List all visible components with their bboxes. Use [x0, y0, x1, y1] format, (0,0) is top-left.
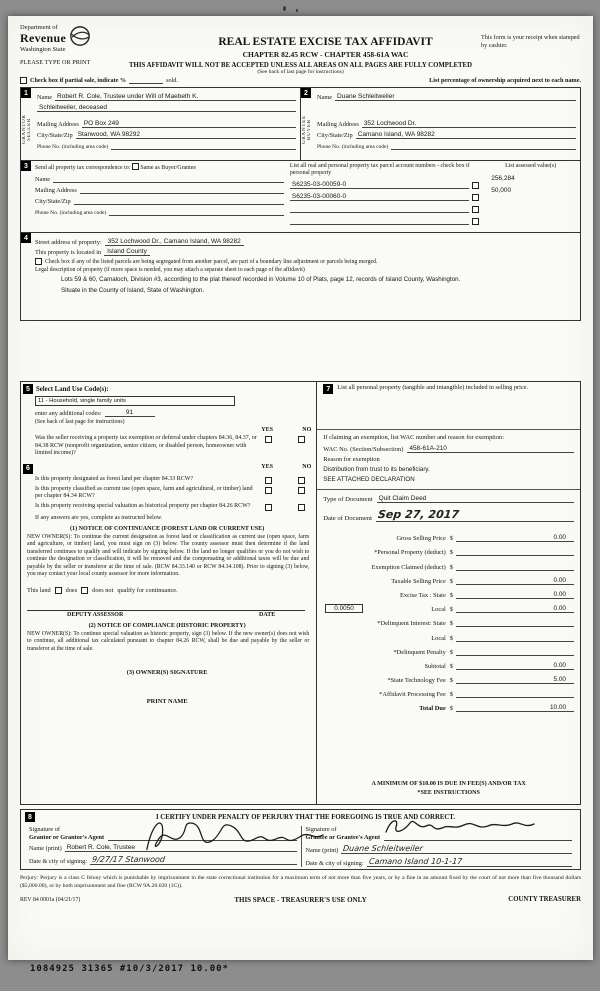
located-in-field[interactable]: Island County: [104, 248, 150, 256]
land-use-section: [23, 384, 311, 394]
dollar-sign: $: [449, 591, 453, 599]
historic-no-checkbox[interactable]: [298, 504, 305, 511]
buyer-csz-field[interactable]: Camano Island, WA 98282: [356, 131, 576, 139]
fees-table: [323, 528, 574, 712]
send-correspondence-label: Send all property tax correspondence to:: [35, 165, 131, 171]
grantee-signature-block: [301, 826, 577, 867]
section-2-number: 2: [301, 88, 311, 98]
dollar-sign: $: [449, 648, 453, 656]
personal-property-field[interactable]: [317, 394, 580, 430]
dollar-sign: $: [449, 606, 453, 614]
fee-label: Local: [431, 634, 446, 642]
legal-situate-text[interactable]: Situate in the County of Island, State of Washington.: [61, 286, 205, 294]
fee-label: *Affidavit Processing Fee: [379, 691, 446, 699]
no-header: NO: [302, 427, 312, 433]
dollar-sign: $: [449, 549, 453, 557]
form-title: REAL ESTATE EXCISE TAX AFFIDAVIT: [218, 36, 433, 48]
fee-label: Taxable Selling Price: [391, 577, 446, 585]
tax-correspondence-section: [20, 161, 581, 233]
grantee-date-city-field[interactable]: Camano Island 10-1-17: [367, 857, 572, 867]
fee-value[interactable]: 0.00: [456, 591, 574, 599]
same-as-buyer-label: Same as Buyer/Grantee: [140, 165, 196, 171]
corr-phone-field[interactable]: [109, 208, 284, 216]
deferral-yes-checkbox[interactable]: [265, 436, 272, 443]
fee-value[interactable]: [456, 548, 574, 556]
chapter-line: CHAPTER 82.45 RCW - CHAPTER 458-61A WAC: [242, 50, 409, 59]
fee-value[interactable]: 0.00: [456, 577, 574, 585]
dollar-sign: $: [449, 620, 453, 628]
partial-sale-label: Check box if partial sale, indicate %: [30, 77, 127, 84]
segregated-label: Check box if any of the listed parcels are being segregated from another parcel, are part of a boundary line adjustment or parcels being merged.: [45, 259, 378, 265]
fee-value[interactable]: [456, 619, 574, 627]
dollar-sign: $: [449, 577, 453, 585]
corr-csz-field[interactable]: [74, 197, 284, 205]
fee-label: *Personal Property (deduct): [374, 549, 446, 557]
dollar-sign: $: [449, 634, 453, 642]
seller-side-label: GRANTOR SELLER: [22, 114, 32, 145]
dollar-sign: $: [449, 677, 453, 685]
current-use-question: Is this property classified as current use (open space, farm and agricultural, or timber) land per chapter 84.34 RCW?: [35, 485, 253, 499]
deputy-assessor-line[interactable]: [27, 610, 305, 618]
parcel-row: [290, 193, 479, 201]
parcel-number-field[interactable]: S6235-03-00059-0: [290, 181, 469, 189]
deputy-assessor-label: DEPUTY ASSESSOR: [67, 611, 124, 618]
seller-csz-label: City/State/Zip: [37, 132, 73, 139]
fee-value[interactable]: [456, 563, 574, 571]
fee-value[interactable]: 0.00: [456, 534, 574, 542]
seller-section: [20, 87, 301, 161]
deferral-question: Was the seller receiving a property tax exemption or deferral under chapters 84.36, 84.37, or 84.38 RCW (nonprofit organization, senior citizen, or disabled person, homeowner with limited income)?: [35, 435, 257, 456]
corr-phone-label: Phone No. (including area code): [35, 210, 107, 217]
notice-compliance-title: (2) NOTICE OF COMPLIANCE (HISTORIC PROPERTY): [88, 622, 246, 629]
dollar-sign: $: [449, 563, 453, 571]
date-of-document-label: Date of Document: [323, 515, 372, 522]
affidavit-form: [8, 16, 593, 960]
assessed-value-header: List assessed value(s): [505, 163, 557, 169]
fee-label: Exemption Claimed (deduct): [371, 563, 446, 571]
historic-yes-checkbox[interactable]: [265, 504, 272, 511]
type-of-document-label: Type of Document: [323, 496, 373, 503]
date-of-document-field[interactable]: Sep 27, 2017: [376, 508, 574, 522]
personal-property-label: List all personal property (tangible and intangible) included in selling price.: [337, 384, 529, 391]
seller-address-field[interactable]: PO Box 249: [82, 120, 296, 128]
grantor-signature-line[interactable]: [108, 827, 296, 841]
land-use-title: Select Land Use Code(s):: [36, 385, 109, 393]
fee-value[interactable]: 0.00: [456, 605, 574, 613]
legal-description-label: Legal description of property (if more space is needed, you may attach a separate sheet to each page of the affidavit): [35, 267, 305, 273]
grantor-name-print-label: Name (print): [29, 845, 62, 853]
yes-header: YES: [261, 427, 273, 433]
grantor-agent-label: Grantor or Grantor's Agent: [29, 833, 105, 841]
historic-question-row: [23, 503, 311, 511]
claim-exemption-label: If claiming an exemption, list WAC number and reason for exemption:: [323, 434, 504, 441]
date-label: DATE: [259, 611, 276, 618]
please-type-label: PLEASE TYPE OR PRINT: [20, 59, 91, 66]
fee-value[interactable]: [456, 634, 574, 642]
signature-of-label: Signature of: [29, 826, 60, 833]
qualify-label: qualify for continuance.: [117, 586, 178, 594]
does-label: does: [65, 586, 78, 594]
dollar-sign: $: [449, 535, 453, 543]
does-checkbox[interactable]: [55, 587, 62, 594]
section-4-number: 4: [21, 233, 31, 243]
parcel-row: [290, 181, 479, 189]
dor-logo-icon: [69, 25, 91, 47]
perjury-statement: Perjury: Perjury is a class C felony which is punishable by imprisonment in the state correctional institution for a maximum term of not more than five years, or by a fine in an amount fixed by the court of not more than five thousand dollars ($5,000.00), or by both imprisonment and fine (RCW 9A.20.020 (1C)).: [20, 875, 581, 889]
historic-question: Is this property receiving special valuation as historical property per chapter 84.26 RCW?: [35, 502, 251, 509]
minimum-due-note: A MINIMUM OF $10.00 IS DUE IN FEE(S) AND/OR TAX: [371, 781, 526, 787]
section-1-number: 1: [21, 88, 31, 98]
section-6-number: 6: [23, 464, 33, 474]
street-address-label: Street address of property:: [35, 239, 102, 246]
fee-label: Local: [431, 606, 446, 614]
parcel-row: [290, 217, 479, 225]
forest-yes-checkbox[interactable]: [265, 477, 272, 484]
signature-of-label: Signature of: [305, 826, 337, 833]
current-use-yes-checkbox[interactable]: [265, 487, 272, 494]
does-not-checkbox[interactable]: [81, 587, 88, 594]
forest-land-question: Is this property designated as forest land per chapter 84.33 RCW?: [35, 475, 194, 482]
grantor-date-city-label: Date & city of signing:: [29, 858, 88, 866]
notice-continuance-body: NEW OWNER(S): To continue the current designation as forest land or classification as current use (open space, farm and agriculture, or timber) land, you must sign on (3) below. The county assessor must then determine if the land transferred continues to qualify and will indicate by signing below. If the land no longer qualifies or you do not wish to continue the designation or classification, it will be removed and the compensating or additional taxes will be due and payable by the seller or transferor at the time of sale. (RCW 84.33.140 or RCW 84.34.108). Prior to signing (3) below, you may contact your local county assessor for more information.: [27, 533, 310, 578]
reason-exemption-label: Reason for exemption: [323, 456, 380, 463]
fee-label: *Delinquent Penalty: [393, 648, 446, 656]
corr-address-field[interactable]: [80, 186, 284, 194]
reason-exemption-text[interactable]: Distribution from trust to its beneficiary.: [323, 466, 430, 473]
forest-no-checkbox[interactable]: [298, 477, 305, 484]
buyer-phone-field[interactable]: [391, 142, 576, 150]
notice-continuance-title: (1) NOTICE OF CONTINUANCE (FOREST LAND OR CURRENT USE): [70, 525, 265, 532]
located-in-label: This property is located in: [35, 249, 102, 256]
certification-section: [20, 809, 581, 870]
print-name-title: PRINT NAME: [146, 698, 188, 706]
parcel-number-field[interactable]: [290, 217, 469, 225]
personal-property-section: [323, 384, 574, 394]
fee-label: *Delinquent Interest: State: [377, 620, 446, 628]
grantor-date-city-field[interactable]: 9/27/17 Stanwood: [90, 855, 296, 865]
parcel-header: List all real and personal property tax parcel account numbers - check box if personal property: [289, 163, 470, 177]
fee-label: Excise Tax : State: [400, 591, 446, 599]
certify-statement: I CERTIFY UNDER PENALTY OF PERJURY THAT THE FOREGOING IS TRUE AND CORRECT.: [155, 813, 456, 821]
property-location-section: [20, 233, 581, 321]
fee-value[interactable]: [456, 690, 574, 698]
personal-property-checkbox[interactable]: [472, 182, 479, 189]
buyer-csz-label: City/State/Zip: [317, 132, 353, 139]
grantee-agent-label: Grantee or Grantee's Agent: [305, 833, 381, 841]
assessed-value[interactable]: 50,000: [491, 187, 512, 195]
deferral-question-row: [23, 435, 311, 458]
owners-signature-title: (3) OWNER(S) SIGNATURE: [126, 669, 208, 677]
seller-phone-field[interactable]: [111, 142, 296, 150]
buyer-name-field[interactable]: Duane Schleitweiler: [335, 93, 576, 101]
form-number: REV 84 0001a (04/21/17): [20, 896, 81, 903]
corr-csz-label: City/State/Zip: [35, 198, 71, 206]
land-qualify-row: [27, 587, 311, 594]
buyer-section: [301, 87, 581, 161]
fee-value[interactable]: [456, 648, 574, 656]
fee-label: Gross Selling Price: [396, 535, 446, 543]
section-8-number: 8: [25, 812, 35, 822]
complete-below-note: If any answers are yes, complete as instructed below.: [35, 514, 163, 521]
corr-name-field[interactable]: [53, 175, 284, 183]
personal-property-checkbox[interactable]: [472, 194, 479, 201]
buyer-side-label: GRANTEE BUYER: [302, 115, 312, 144]
deferral-no-checkbox[interactable]: [298, 436, 305, 443]
additional-codes-field[interactable]: 91: [105, 409, 155, 417]
dor-logo-block: [20, 24, 170, 53]
segregated-checkbox[interactable]: [35, 258, 42, 265]
wac-number-field[interactable]: 458-61A-210: [407, 445, 574, 453]
seller-csz-field[interactable]: Stanwood, WA 98292: [76, 131, 296, 139]
washington-state-label: Washington State: [20, 46, 66, 53]
buyer-name-label: Name: [317, 94, 333, 101]
personal-property-checkbox[interactable]: [472, 218, 479, 225]
corr-address-label: Mailing Address: [35, 187, 77, 195]
seller-phone-label: Phone No. (including area code): [37, 144, 109, 150]
seller-name-field[interactable]: Robert R. Cole, Trustee under Will of Maebeth K.: [55, 93, 296, 101]
dept-of-label: Department of: [20, 24, 58, 31]
section-3-number: 3: [21, 161, 31, 171]
notice-compliance-body: NEW OWNER(S): To continue special valuation as historic property, sign (3) below. If the new owner(s) does not wish to continue, all additional tax calculated pursuant to chapter 84.26 RCW, shall be due and payable by the seller or transferor at the time of sale.: [27, 630, 310, 652]
buyer-address-label: Mailing Address: [317, 121, 359, 128]
seller-name-label: Name: [37, 94, 53, 101]
receipt-note: This form is your receipt when stamped by cashier.: [481, 34, 580, 49]
grantee-name-field[interactable]: Duane Schleitweiler: [341, 844, 572, 854]
additional-codes-label: enter any additional codes:: [35, 410, 102, 417]
corr-name-label: Name: [35, 176, 51, 184]
current-use-question-row: [23, 486, 311, 501]
land-use-code-box[interactable]: 11 - Household, single family units: [35, 396, 235, 406]
wac-number-label: WAC No. (Section/Subsection): [323, 446, 404, 453]
personal-property-checkbox[interactable]: [472, 206, 479, 213]
fee-value[interactable]: 5.00: [456, 676, 574, 684]
attached-declaration-note: SEE ATTACHED DECLARATION: [323, 476, 415, 483]
fee-value[interactable]: 0.00: [456, 662, 574, 670]
see-instructions-note: *SEE INSTRUCTIONS: [417, 790, 480, 796]
grantor-name-field[interactable]: Robert R. Cole, Trustee: [65, 844, 297, 852]
seller-name-field-line2[interactable]: Schleitweiler, deceased: [37, 104, 296, 112]
does-not-label: does not: [92, 586, 114, 594]
partial-sale-row: [20, 77, 581, 84]
see-back-note: (See back of last page for instructions): [257, 69, 344, 75]
street-address-field[interactable]: 352 Lochwood Dr., Camano Island, WA 98282: [105, 238, 244, 246]
grantor-signature-block: [25, 826, 301, 867]
form-header: [20, 24, 581, 66]
completion-warning: THIS AFFIDAVIT WILL NOT BE ACCEPTED UNLESS ALL AREAS ON ALL PAGES ARE FULLY COMPLETED: [129, 62, 472, 69]
fee-label: *State Technology Fee: [387, 677, 446, 685]
grantee-date-city-label: Date & city of signing:: [305, 860, 364, 868]
grantee-name-print-label: Name (print): [305, 847, 339, 855]
forest-land-question-row: [23, 476, 311, 484]
parcel-row: [290, 205, 479, 213]
buyer-address-field[interactable]: 352 Lochwood Dr.: [362, 120, 576, 128]
local-rate-box[interactable]: 0.0050: [325, 604, 363, 613]
see-back-note-5: (See back of last page for instructions): [35, 419, 125, 425]
parcel-number-field[interactable]: S6235-03-00060-0: [290, 193, 469, 201]
type-of-document-field[interactable]: Quit Claim Deed: [377, 495, 574, 503]
section-5-number: 5: [23, 384, 33, 394]
assessed-value[interactable]: 256,284: [491, 175, 515, 183]
revenue-label: Revenue: [20, 31, 67, 45]
treasurer-use-label: THIS SPACE - TREASURER'S USE ONLY: [234, 895, 367, 904]
partial-percent-field[interactable]: [129, 77, 163, 84]
seller-address-label: Mailing Address: [37, 121, 79, 128]
continuance-section: 6 YES NO: [23, 464, 311, 474]
cashier-stamp: 1084925 31365 #10/3/2017 10.00*: [30, 964, 229, 974]
partial-sale-checkbox[interactable]: [20, 77, 27, 84]
grantee-signature-line[interactable]: [384, 827, 572, 841]
county-treasurer-label: COUNTY TREASURER: [508, 896, 581, 904]
section-7-number: 7: [323, 384, 333, 394]
dollar-sign: $: [449, 705, 453, 713]
same-as-buyer-checkbox[interactable]: [132, 163, 139, 170]
sold-label: sold.: [166, 77, 178, 84]
scan-artifact: [283, 6, 286, 11]
ownership-note: List percentage of ownership acquired next to each name.: [429, 77, 581, 84]
buyer-phone-label: Phone No. (including area code): [317, 144, 389, 150]
current-use-no-checkbox[interactable]: [298, 487, 305, 494]
fee-value[interactable]: 10.00: [456, 704, 574, 712]
dollar-sign: $: [449, 662, 453, 670]
parcel-number-field[interactable]: [290, 205, 469, 213]
dollar-sign: $: [449, 691, 453, 699]
fee-label: Total Due: [419, 705, 446, 713]
fee-label: Subtotal: [424, 662, 446, 670]
scan-artifact: [296, 9, 298, 12]
legal-description-text[interactable]: Lots 59 & 60, Camaloch, Division #3, according to the plat thereof recorded in Volume 10 of Plats, page 12, records of Island County, Washington.: [61, 276, 461, 283]
this-land-label: This land: [27, 586, 51, 594]
